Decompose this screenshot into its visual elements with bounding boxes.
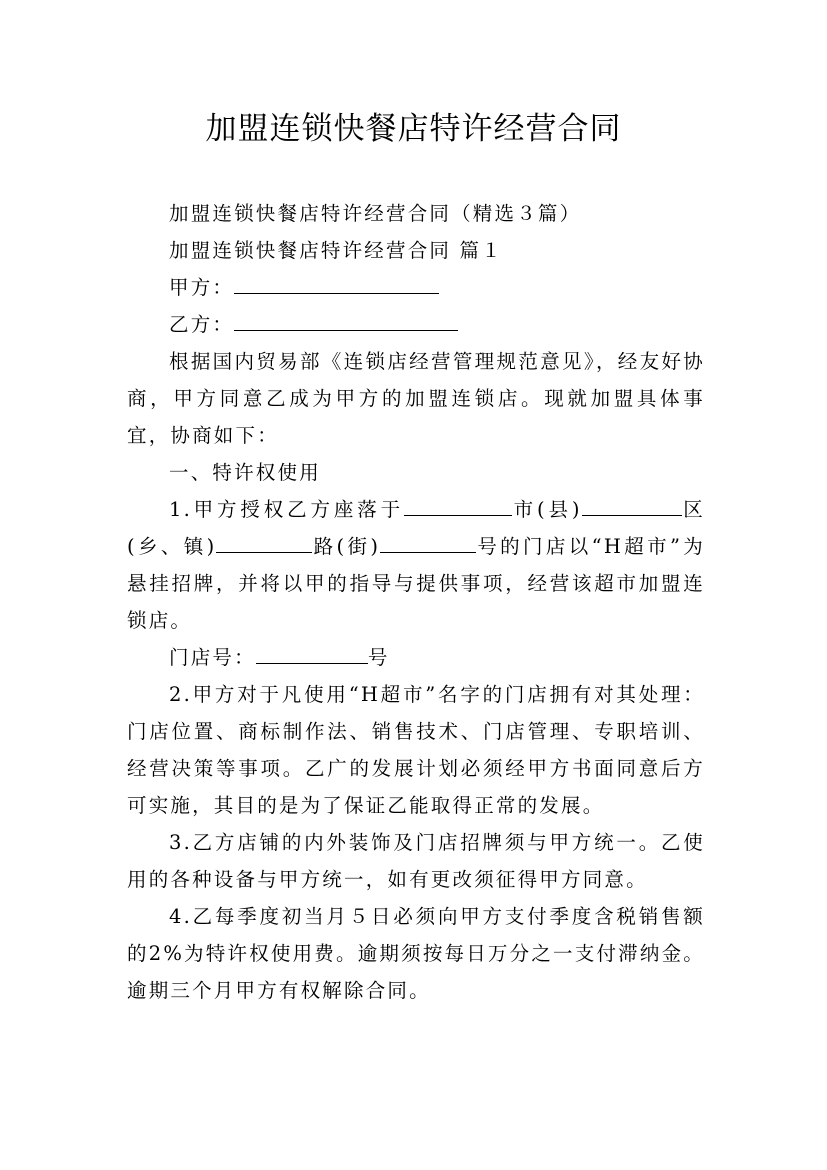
party-a-line: [127, 269, 705, 306]
party-b-blank: [234, 308, 458, 331]
paragraph-item-1: [127, 491, 705, 639]
item1-text-e: 号的门店以“H超市”为悬挂招牌，并将以甲的指导与提供事项，经营该超市加盟连锁店。: [127, 535, 706, 632]
section-heading-1: 一、特许权使用: [169, 461, 321, 484]
paragraph-subtitle: 加盟连锁快餐店特许经营合同（精选３篇）: [169, 202, 582, 225]
paragraph-item-2: 2.甲方对于凡使用“H超市”名字的门店拥有对其处理：门店位置、商标制作法、销售技术、门店管理、专职培训、经营决策等事项。乙广的发展计划必须经甲方书面同意后方可实施，其目的是为了保证乙能取得正常的发展。: [127, 683, 705, 817]
party-b-label: 乙方：: [169, 313, 235, 336]
item1-text-a: 1.甲方授权乙方座落于: [169, 498, 404, 521]
store-number-blank: [256, 641, 368, 664]
store-number-label: 门店号：: [169, 646, 256, 669]
item1-text-c: 区(乡、镇): [127, 498, 706, 558]
paragraph-preamble: 根据国内贸易部《连锁店经营管理规范意见》，经友好协商，甲方同意乙成为甲方的加盟连锁店。现就加盟具体事宜，协商如下：: [127, 350, 705, 447]
store-number-suffix: 号: [367, 646, 390, 669]
city-blank: [404, 493, 512, 516]
paragraph-item-4: 4.乙每季度初当月５日必须向甲方支付季度含税销售额的2%为特许权使用费。逾期须按每日万分之一支付滞纳金。逾期三个月甲方有权解除合同。: [127, 905, 705, 1002]
party-a-label: 甲方：: [169, 276, 235, 299]
item1-text-d: 路(街): [312, 535, 381, 558]
paragraph-part-heading: 加盟连锁快餐店特许经营合同 篇１: [169, 239, 503, 262]
party-a-blank: [234, 271, 439, 294]
road-blank: [380, 530, 476, 553]
item1-text-b: 市(县): [511, 498, 582, 521]
district-blank: [582, 493, 682, 516]
party-b-line: [127, 306, 705, 343]
store-number-line: [127, 639, 705, 676]
document-body: [127, 195, 705, 1009]
paragraph-item-3: 3.乙方店铺的内外装饰及门店招牌须与甲方统一。乙使用的各种设备与甲方统一，如有更改须征得甲方同意。: [127, 831, 705, 891]
town-blank: [216, 530, 312, 553]
document-title: 加盟连锁快餐店特许经营合同: [205, 111, 622, 147]
